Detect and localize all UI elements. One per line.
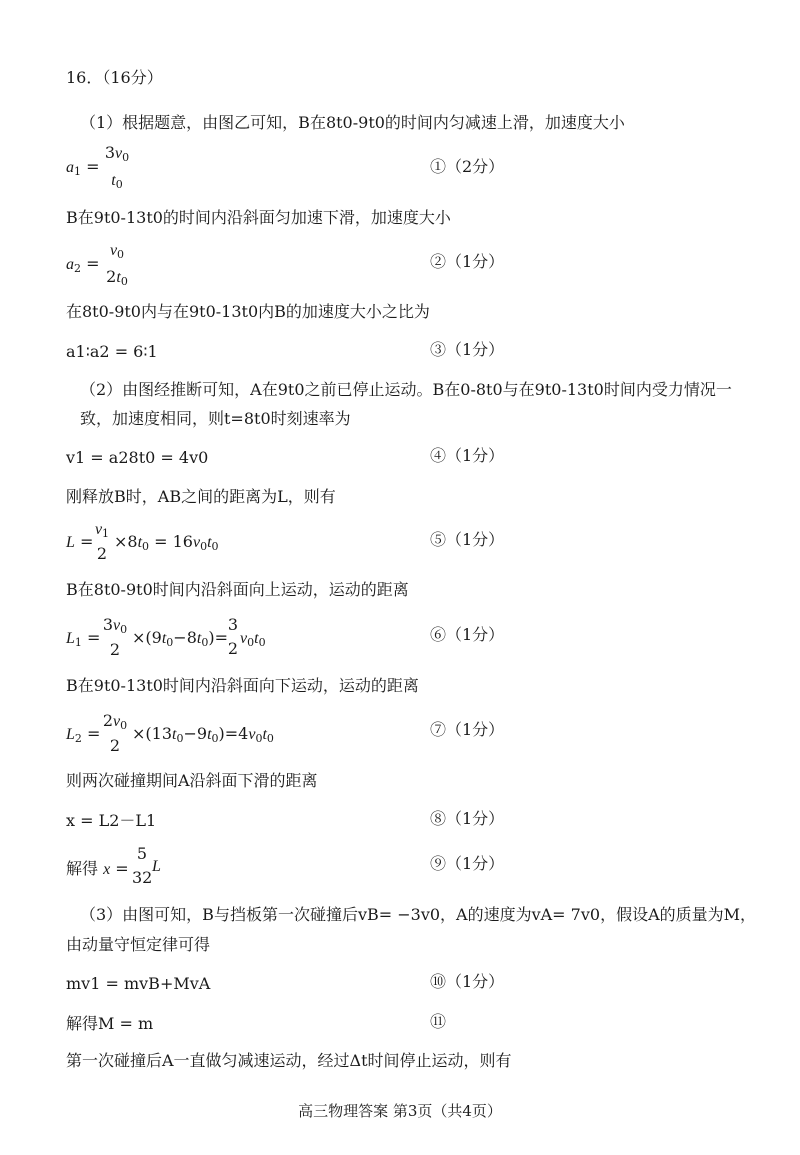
equation-4-mark: ④（1分）	[430, 446, 505, 465]
equation-8-mark: ⑧（1分）	[430, 809, 505, 828]
part1-intro2: B在9t0-13t0的时间内沿斜面匀加速下滑，加速度大小	[66, 208, 451, 227]
part1-intro3: 在8t0-9t0内与在9t0-13t0内B的加速度大小之比为	[66, 302, 430, 321]
question-number: 16．（16分）	[66, 68, 163, 87]
page-footer: 高三物理答案 第3页（共4页）	[298, 1102, 502, 1120]
equation-6-mark: ⑥（1分）	[430, 625, 505, 644]
equation-10-mark: ⑩（1分）	[430, 972, 505, 991]
part3-intro-line2: 由动量守恒定律可得	[66, 935, 211, 954]
equation-8: x = L2－L1	[66, 811, 157, 830]
equation-11-mark: ⑪	[430, 1012, 447, 1031]
part2-intro-d: B在9t0-13t0时间内沿斜面向下运动，运动的距离	[66, 676, 419, 695]
part2-intro-c: B在8t0-9t0时间内沿斜面向上运动，运动的距离	[66, 580, 409, 599]
part2-intro-line2: 致，加速度相同，则t=8t0时刻速率为	[80, 409, 351, 428]
part2-intro-e: 则两次碰撞期间A沿斜面下滑的距离	[66, 771, 318, 790]
part1-intro: （1）根据题意，由图乙可知，B在8t0-9t0的时间内匀减速上滑，加速度大小	[80, 113, 625, 132]
equation-2-mark: ②（1分）	[430, 252, 505, 271]
part3-intro-line1: （3）由图可知，B与挡板第一次碰撞后vB= −3v0，A的速度为vA= 7v0，假设A的质量为M，	[80, 905, 757, 924]
equation-10: mv1 = mvB+MvA	[66, 974, 211, 993]
part3-intro-b: 第一次碰撞后A一直做匀减速运动，经过Δt时间停止运动，则有	[66, 1051, 512, 1070]
part2-intro-b: 刚释放B时，AB之间的距离为L，则有	[66, 487, 336, 506]
equation-1-mark: ①（2分）	[430, 157, 505, 176]
equation-9-mark: ⑨（1分）	[430, 854, 505, 873]
equation-11: 解得M = m	[66, 1014, 154, 1033]
equation-3: a1∶a2 = 6∶1	[66, 342, 158, 361]
part2-intro-line1: （2）由图经推断可知，A在9t0之前已停止运动。B在0-8t0与在9t0-13t0时间内受力情况一	[80, 380, 732, 399]
equation-3-mark: ③（1分）	[430, 340, 505, 359]
equation-7-mark: ⑦（1分）	[430, 720, 505, 739]
equation-5-mark: ⑤（1分）	[430, 530, 505, 549]
equation-4: v1 = a28t0 = 4v0	[66, 448, 209, 467]
